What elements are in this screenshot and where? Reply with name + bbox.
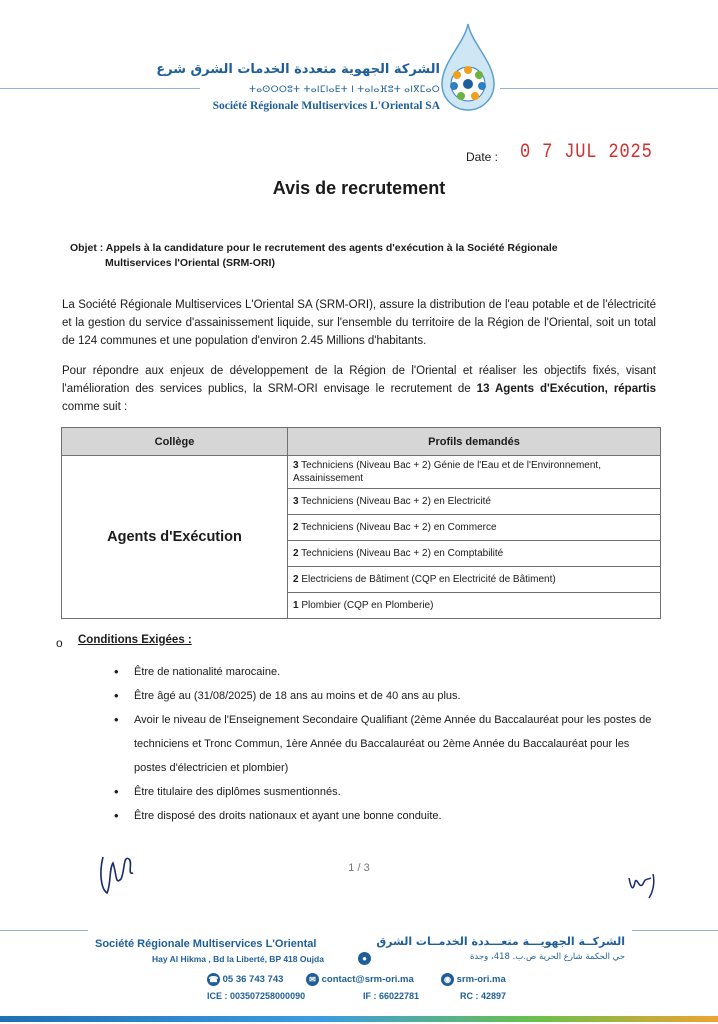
profile-cell: 2 Electriciens de Bâtiment (CQP en Electricité de Bâtiment) xyxy=(288,567,661,593)
header-rule-right xyxy=(500,88,718,89)
date-label: Date : xyxy=(466,150,499,164)
header-profils: Profils demandés xyxy=(288,428,661,456)
recruitment-paragraph-end: comme suit : xyxy=(62,401,128,413)
college-cell: Agents d'Exécution xyxy=(62,456,288,619)
objet-block xyxy=(70,241,670,271)
intro-paragraph: La Société Régionale Multiservices L'Oriental SA (SRM-ORI), assure la distribution de l'eau potable et de l'électricité et la gestion du service d'assainissement liquide, sur l'ensemble du territoire de la Région de l'Oriental, soit un total de 124 communes et une population d'environ 2.45 Millions d'habitants. xyxy=(62,299,656,347)
header-college: Collège xyxy=(62,428,288,456)
company-name-french: Société Régionale Multiservices L'Oriental SA xyxy=(212,100,440,112)
list-item: • Être titulaire des diplômes susmentionnés. xyxy=(110,780,656,804)
list-item: • Être âgé au (31/08/2025) de 18 ans au moins et de 40 ans au plus. xyxy=(110,684,656,708)
footer-rule-left xyxy=(0,930,88,931)
footer-color-bar xyxy=(0,1016,718,1022)
table-header-row xyxy=(62,428,661,456)
recruitment-paragraph-start: Pour répondre aux enjeux de développement de la Région de l'Oriental et réaliser les objectifs fixés, visant l'amélioration des services publics, la SRM-ORI envisage le recrutement de xyxy=(62,365,656,395)
footer-address-arabic: حي الحكمة شارع الحرية ص.ب. 418، وجدة xyxy=(469,952,625,962)
conditions-list xyxy=(110,660,656,828)
conditions-title: Conditions Exigées : xyxy=(78,634,192,646)
profile-cell: 1 Plombier (CQP en Plomberie) xyxy=(288,593,661,619)
recruitment-paragraph-bold: 13 Agents d'Exécution, répartis xyxy=(476,383,657,395)
phone-icon: ☎ xyxy=(208,975,219,984)
profiles-table xyxy=(61,427,661,619)
profile-cell: 3 Techniciens (Niveau Bac + 2) en Electricité xyxy=(288,489,661,515)
list-item: • Être disposé des droits nationaux et ayant une bonne conduite. xyxy=(110,804,656,828)
footer-email[interactable]: ✉ contact@srm-ori.ma xyxy=(306,973,414,986)
globe-icon: ◉ xyxy=(441,973,454,986)
footer-rule-right xyxy=(632,930,718,931)
conditions-bullet: o xyxy=(56,636,63,650)
footer-company-french: Société Régionale Multiservices L'Oriental xyxy=(95,938,317,950)
footer-website[interactable]: ◉ srm-ori.ma xyxy=(441,973,506,986)
company-logo xyxy=(440,22,496,114)
footer-ice: ICE : 003507258000090 xyxy=(207,991,306,1001)
location-icon: ● xyxy=(358,952,371,965)
footer-if: IF : 66022781 xyxy=(363,991,420,1001)
header-rule-left xyxy=(0,88,200,89)
recruitment-paragraph xyxy=(62,362,656,416)
footer-company-arabic: الشركــة الجهويـــة متعـــددة الخدمــات الشرق xyxy=(376,935,625,948)
list-item: • Avoir le niveau de l'Enseignement Secondaire Qualifiant (2ème Année du Baccalauréat pour les postes de techniciens et Tronc Commun, 1ère Année du Baccalauréat ou 2ème Année du Baccalauréat pour les postes d'électricien et plombier) xyxy=(110,708,656,780)
footer-rc: RC : 42897 xyxy=(460,991,507,1001)
profile-cell: 3 Techniciens (Niveau Bac + 2) Génie de l'Eau et de l'Environnement, Assainissement xyxy=(288,456,661,489)
date-stamp: 0 7 JUL 2025 xyxy=(520,141,653,164)
company-name-tifinagh: ⵜⴰⵙⵔⵔⵓⵜ ⵜⴰⵏⵎⵏⴰⴹⵜ ⵏ ⵜⴰⵏⴰⴼⵓⵜ ⴰⵏⴳⵎⴰⵔ xyxy=(248,85,440,95)
footer-address-french: Hay Al Hikma , Bd la Liberté, BP 418 Oujda xyxy=(152,954,324,964)
mail-icon: ✉ xyxy=(306,973,319,986)
profile-cell: 2 Techniciens (Niveau Bac + 2) en Commerce xyxy=(288,515,661,541)
page-number: 1 / 3 xyxy=(348,862,370,874)
profile-cell: 2 Techniciens (Niveau Bac + 2) en Comptabilité xyxy=(288,541,661,567)
objet-line-2: Multiservices l'Oriental (SRM-ORI) xyxy=(105,257,275,269)
objet-line-1: Objet : Appels à la candidature pour le recrutement des agents d'exécution à la Société Régionale xyxy=(70,242,558,254)
company-name-arabic: الشركة الجهوية متعددة الخدمات الشرق شرع xyxy=(156,62,440,77)
document-title: Avis de recrutement xyxy=(272,178,446,198)
footer-phone: ☎ 05 36 743 743 xyxy=(208,974,284,986)
list-item: • Être de nationalité marocaine. xyxy=(110,660,656,684)
table-row xyxy=(62,456,661,489)
